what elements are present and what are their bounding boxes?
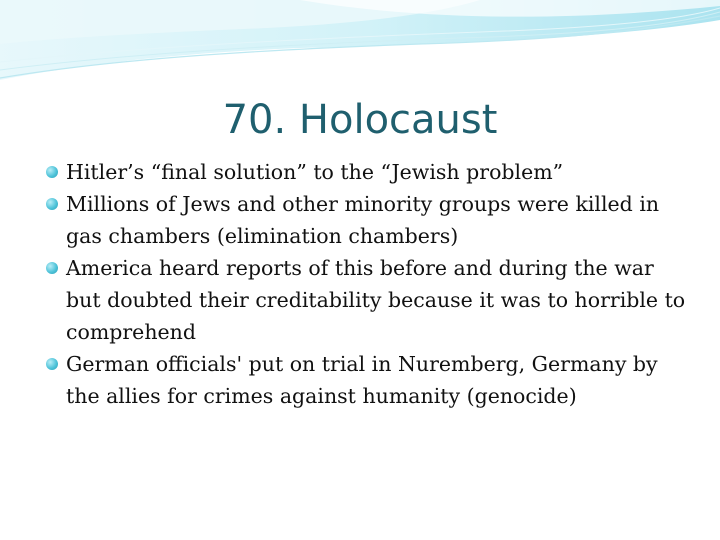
bullet-item [44, 348, 694, 412]
bullet-dot-icon [46, 198, 58, 210]
bullet-text: German officials' put on trial in Nuremberg, Germany by the allies for crimes against humanity (genocide) [66, 352, 658, 408]
bullet-dot-icon [46, 262, 58, 274]
bullet-text: America heard reports of this before and during the war but doubted their creditability because it was to horrible to comprehend [66, 256, 686, 344]
slide-title: 70. Holocaust [222, 97, 498, 143]
bullet-dot-icon [46, 166, 58, 178]
bullet-item [44, 252, 694, 348]
header-wave-decoration [0, 0, 720, 90]
bullet-item [44, 156, 694, 188]
bullet-list [44, 156, 694, 412]
bullet-dot-icon [46, 358, 58, 370]
bullet-text: Millions of Jews and other minority groups were killed in gas chambers (elimination chambers) [66, 192, 660, 248]
bullet-text: Hitler’s “final solution” to the “Jewish problem” [66, 160, 564, 184]
bullet-item [44, 188, 694, 252]
